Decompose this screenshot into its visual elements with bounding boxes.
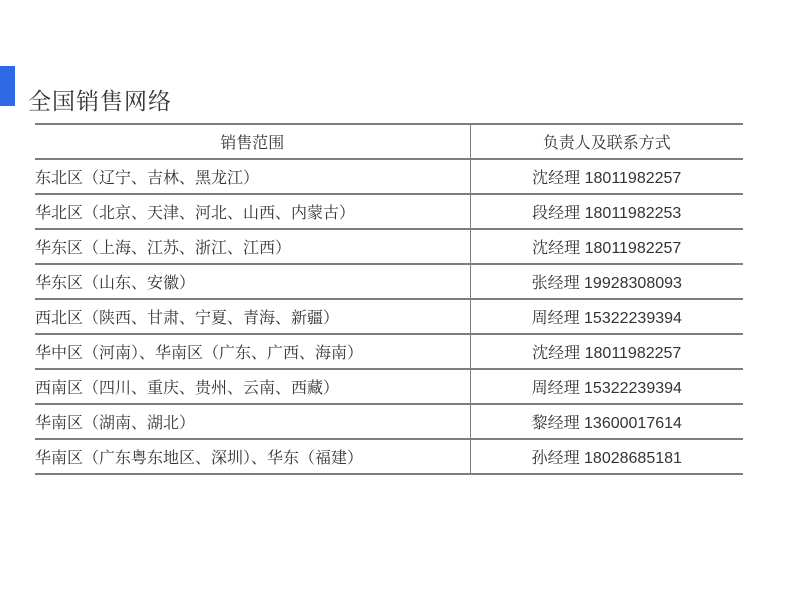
region-cell: 华中区（河南）、华南区（广东、广西、海南） (35, 334, 470, 369)
table-row (35, 299, 743, 334)
region-cell: 西北区（陕西、甘肃、宁夏、青海、新疆） (35, 299, 470, 334)
header-sales-scope: 销售范围 (35, 124, 470, 159)
region-cell: 华东区（山东、安徽） (35, 264, 470, 299)
table-row (35, 404, 743, 439)
contact-cell: 孙经理 18028685181 (470, 439, 743, 474)
contact-cell: 张经理 19928308093 (470, 264, 743, 299)
table-row (35, 159, 743, 194)
table-row (35, 264, 743, 299)
contact-cell: 周经理 15322239394 (470, 369, 743, 404)
contact-cell: 段经理 18011982253 (470, 194, 743, 229)
table-row (35, 334, 743, 369)
contact-cell: 沈经理 18011982257 (470, 159, 743, 194)
contact-cell: 沈经理 18011982257 (470, 334, 743, 369)
table-row (35, 229, 743, 264)
contact-cell: 黎经理 13600017614 (470, 404, 743, 439)
region-cell: 华北区（北京、天津、河北、山西、内蒙古） (35, 194, 470, 229)
region-cell: 东北区（辽宁、吉林、黑龙江） (35, 159, 470, 194)
title-accent-bar (0, 66, 15, 106)
table-header-row (35, 124, 743, 159)
region-cell: 华南区（广东粤东地区、深圳）、华东（福建） (35, 439, 470, 474)
contact-cell: 周经理 15322239394 (470, 299, 743, 334)
header-contact-info: 负责人及联系方式 (470, 124, 743, 159)
table-row (35, 194, 743, 229)
sales-network-table (35, 123, 743, 475)
table-row (35, 369, 743, 404)
table-row (35, 439, 743, 474)
region-cell: 华东区（上海、江苏、浙江、江西） (35, 229, 470, 264)
page-title: 全国销售网络 (28, 88, 172, 115)
region-cell: 西南区（四川、重庆、贵州、云南、西藏） (35, 369, 470, 404)
contact-cell: 沈经理 18011982257 (470, 229, 743, 264)
region-cell: 华南区（湖南、湖北） (35, 404, 470, 439)
